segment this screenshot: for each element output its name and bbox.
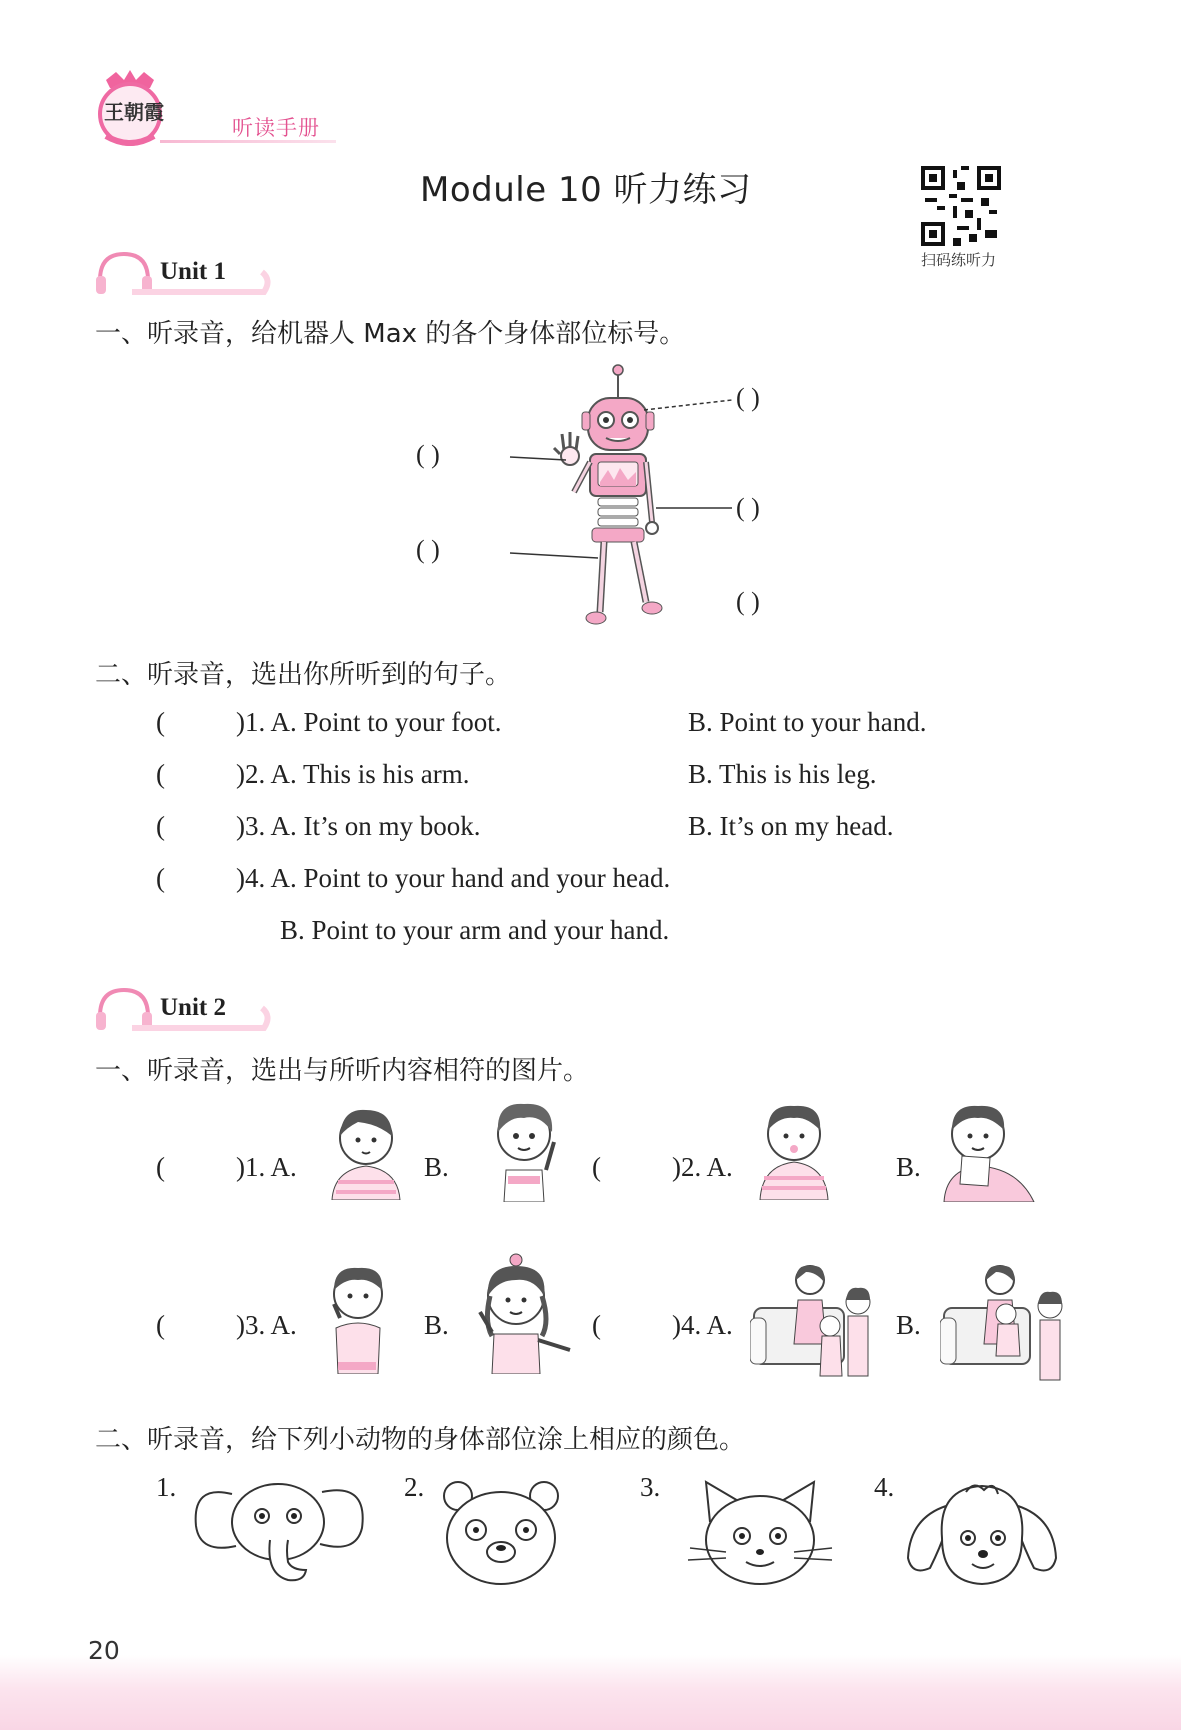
unit1-part1-heading: 一、听录音，给机器人 Max 的各个身体部位标号。 bbox=[95, 319, 686, 349]
unit1-part2-heading: 二、听录音，选出你所听到的句子。 bbox=[95, 660, 512, 690]
answer-paren[interactable]: ( bbox=[156, 707, 165, 737]
answer-paren[interactable]: ( bbox=[156, 863, 165, 893]
answer-paren[interactable]: ( bbox=[592, 1310, 601, 1340]
answer-paren[interactable]: ( bbox=[156, 1152, 165, 1182]
robot-leader-lines bbox=[500, 380, 740, 580]
footer-band bbox=[0, 1655, 1181, 1730]
bear-icon[interactable] bbox=[436, 1474, 566, 1590]
picture-question-4-label: )4. A. bbox=[672, 1310, 733, 1340]
brand-name: 王朝霞 bbox=[104, 100, 164, 124]
book-section-label: 听读手册 bbox=[232, 116, 320, 140]
robot-label-blank-leg[interactable]: ( ) bbox=[416, 535, 440, 564]
animal-1-number: 1. bbox=[156, 1472, 177, 1502]
robot-label-blank-hand[interactable]: ( ) bbox=[416, 440, 440, 469]
header-divider bbox=[160, 140, 336, 143]
boy-pointing-head-picture[interactable] bbox=[484, 1092, 564, 1202]
picture-question-2-b-label: B. bbox=[896, 1152, 921, 1182]
dog-icon[interactable] bbox=[906, 1478, 1058, 1590]
boy-pointing-mouth-picture[interactable] bbox=[752, 1094, 836, 1200]
cat-icon[interactable] bbox=[686, 1478, 834, 1590]
robot-label-blank-foot[interactable]: ( ) bbox=[736, 587, 760, 616]
question-4-option-b[interactable]: B. Point to your arm and your hand. bbox=[280, 915, 670, 945]
boy-touching-face-picture[interactable] bbox=[320, 1258, 394, 1374]
picture-question-1-b-label: B. bbox=[424, 1152, 449, 1182]
question-2-option-b[interactable]: B. This is his leg. bbox=[688, 759, 877, 789]
qr-code-icon[interactable] bbox=[921, 166, 1001, 246]
girl-pointing-mouth-picture[interactable] bbox=[318, 1100, 414, 1200]
question-2-option-a[interactable]: )2. A. This is his arm. bbox=[236, 759, 470, 789]
robot-label-blank-head[interactable]: ( ) bbox=[736, 383, 760, 412]
picture-question-1-label: )1. A. bbox=[236, 1152, 297, 1182]
page-title: Module 10 听力练习 bbox=[420, 170, 752, 210]
unit2-title: Unit 2 bbox=[160, 994, 226, 1021]
elephant-icon[interactable] bbox=[192, 1474, 368, 1586]
question-1-option-a[interactable]: )1. A. Point to your foot. bbox=[236, 707, 502, 737]
robot-label-blank-arm[interactable]: ( ) bbox=[736, 493, 760, 522]
animal-3-number: 3. bbox=[640, 1472, 661, 1502]
animal-2-number: 2. bbox=[404, 1472, 425, 1502]
family-on-sofa-picture-b[interactable] bbox=[940, 1260, 1068, 1384]
picture-question-4-b-label: B. bbox=[896, 1310, 921, 1340]
answer-paren[interactable]: ( bbox=[592, 1152, 601, 1182]
picture-question-3-b-label: B. bbox=[424, 1310, 449, 1340]
question-3-option-b[interactable]: B. It’s on my head. bbox=[688, 811, 894, 841]
answer-paren[interactable]: ( bbox=[156, 1310, 165, 1340]
question-3-option-a[interactable]: )3. A. It’s on my book. bbox=[236, 811, 481, 841]
picture-question-3-label: )3. A. bbox=[236, 1310, 297, 1340]
unit1-title: Unit 1 bbox=[160, 258, 226, 285]
answer-paren[interactable]: ( bbox=[156, 759, 165, 789]
page-number: 20 bbox=[88, 1636, 120, 1665]
answer-paren[interactable]: ( bbox=[156, 811, 165, 841]
question-1-option-b[interactable]: B. Point to your hand. bbox=[688, 707, 927, 737]
question-4-option-a[interactable]: )4. A. Point to your hand and your head. bbox=[236, 863, 671, 893]
animal-4-number: 4. bbox=[874, 1472, 895, 1502]
unit2-part2-heading: 二、听录音，给下列小动物的身体部位涂上相应的颜色。 bbox=[95, 1425, 746, 1455]
qr-caption: 扫码练听力 bbox=[921, 251, 997, 269]
picture-question-2-label: )2. A. bbox=[672, 1152, 733, 1182]
girl-pointing-ear-picture[interactable] bbox=[470, 1252, 572, 1374]
boy-showing-hand-picture[interactable] bbox=[938, 1094, 1042, 1202]
unit2-part1-heading: 一、听录音，选出与所听内容相符的图片。 bbox=[95, 1056, 590, 1086]
family-on-sofa-picture-a[interactable] bbox=[750, 1260, 878, 1380]
